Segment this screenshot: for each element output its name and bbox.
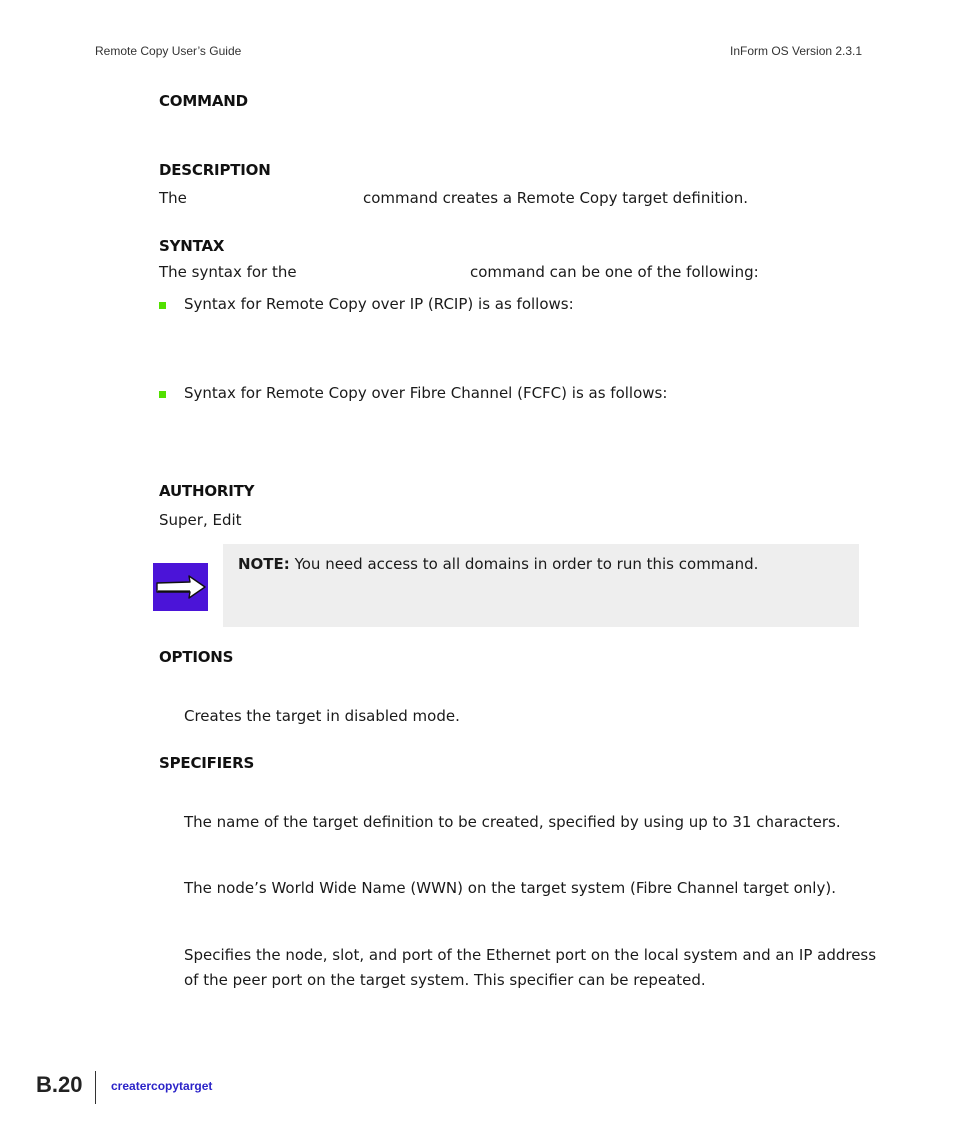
- note-text: You need access to all domains in order to run this command.: [294, 555, 759, 573]
- page-number: B.20: [36, 1072, 83, 1097]
- bullet-marker: [159, 302, 166, 309]
- specifier-ip-line-2: of the peer port on the target system. This specifier can be repeated.: [184, 971, 706, 989]
- note-content: [238, 555, 758, 573]
- running-header-title: Remote Copy User’s Guide: [95, 44, 242, 58]
- heading-description: DESCRIPTION: [159, 161, 271, 179]
- specifier-target-name: The name of the target definition to be created, specified by using up to 31 characters.: [184, 813, 841, 831]
- heading-syntax: SYNTAX: [159, 237, 225, 255]
- syntax-bullet-rcip: Syntax for Remote Copy over IP (RCIP) is as follows:: [184, 295, 574, 313]
- arrow-right-icon: [153, 563, 208, 611]
- description-text-start: The: [159, 189, 187, 207]
- syntax-bullet-fcfc: Syntax for Remote Copy over Fibre Channel (FCFC) is as follows:: [184, 384, 668, 402]
- heading-authority: AUTHORITY: [159, 482, 255, 500]
- authority-text: Super, Edit: [159, 511, 242, 529]
- description-text-end: command creates a Remote Copy target definition.: [363, 189, 749, 207]
- syntax-intro-end: command can be one of the following:: [470, 263, 759, 281]
- heading-command: COMMAND: [159, 92, 248, 110]
- syntax-intro-start: The syntax for the: [159, 263, 297, 281]
- bullet-marker: [159, 391, 166, 398]
- heading-options: OPTIONS: [159, 648, 234, 666]
- specifier-ip-line-1: Specifies the node, slot, and port of the Ethernet port on the local system and an IP address: [184, 946, 877, 964]
- specifier-node-wwn: The node’s World Wide Name (WWN) on the target system (Fibre Channel target only).: [184, 879, 836, 897]
- running-header-version: InForm OS Version 2.3.1: [730, 44, 863, 58]
- footer-divider: [95, 1071, 96, 1104]
- option-disabled-description: Creates the target in disabled mode.: [184, 707, 460, 725]
- footer-command-name: creatercopytarget: [111, 1079, 213, 1093]
- heading-specifiers: SPECIFIERS: [159, 754, 255, 772]
- note-label: NOTE:: [238, 555, 290, 573]
